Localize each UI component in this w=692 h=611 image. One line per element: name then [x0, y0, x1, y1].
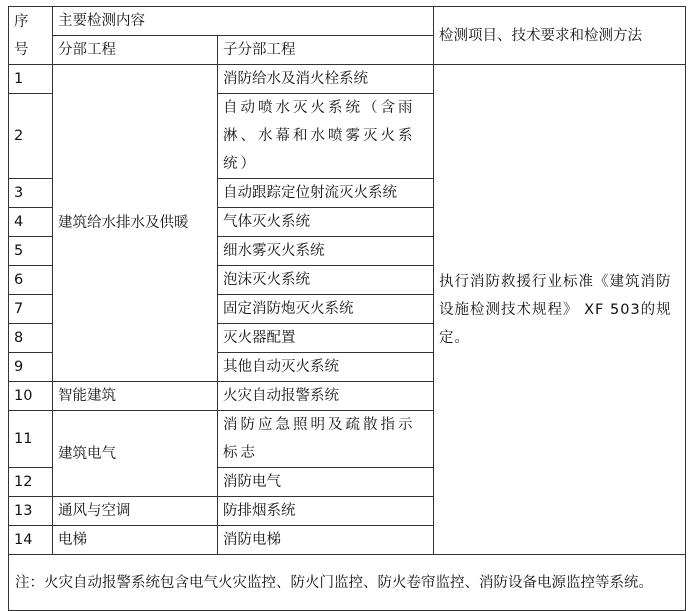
sub-item: 消防应急照明及疏散指示标志 [218, 411, 434, 468]
sub-item: 细水雾灭火系统 [218, 237, 434, 266]
row-number: 11 [9, 411, 53, 468]
table-row [9, 65, 686, 94]
row-number: 4 [9, 208, 53, 237]
note-row [9, 555, 686, 611]
sub-item: 消防电气 [218, 468, 434, 497]
row-number: 3 [9, 179, 53, 208]
row-number: 13 [9, 497, 53, 526]
row-number: 2 [9, 94, 53, 179]
row-number: 5 [9, 237, 53, 266]
sub-item: 气体灭火系统 [218, 208, 434, 237]
group-ventilation: 通风与空调 [53, 497, 218, 526]
row-number: 1 [9, 65, 53, 94]
sub-item: 其他自动灭火系统 [218, 353, 434, 382]
row-number: 9 [9, 353, 53, 382]
group-water: 建筑给水排水及供暖 [53, 65, 218, 382]
row-number: 10 [9, 382, 53, 411]
sub-item: 火灾自动报警系统 [218, 382, 434, 411]
row-number: 6 [9, 266, 53, 295]
row-number: 7 [9, 295, 53, 324]
index-header [9, 7, 53, 65]
sub-item: 固定消防炮灭火系统 [218, 295, 434, 324]
main-content-header: 主要检测内容 [53, 7, 434, 36]
sub-item: 灭火器配置 [218, 324, 434, 353]
index-header-bottom: 号 [14, 41, 29, 58]
sub-item: 消防给水及消火栓系统 [218, 65, 434, 94]
row-number: 14 [9, 526, 53, 555]
group-electrical: 建筑电气 [53, 411, 218, 497]
subdivision-header: 分部工程 [53, 36, 218, 65]
sub-subdivision-header: 子分部工程 [218, 36, 434, 65]
table-note: 注：火灾自动报警系统包含电气火灾监控、防火门监控、防火卷帘监控、消防设备电源监控等系统。 [9, 555, 686, 611]
sub-item: 泡沫灭火系统 [218, 266, 434, 295]
sub-item: 消防电梯 [218, 526, 434, 555]
group-intelligent: 智能建筑 [53, 382, 218, 411]
sub-item: 自动喷水灭火系统（含雨淋、水幕和水喷雾灭火系统） [218, 94, 434, 179]
header-row-top [9, 7, 686, 36]
row-number: 12 [9, 468, 53, 497]
row-number: 8 [9, 324, 53, 353]
methods-header: 检测项目、技术要求和检测方法 [434, 7, 686, 65]
index-header-top: 序 [14, 13, 29, 30]
standard-cell: 执行消防救援行业标准《建筑消防设施检测技术规程》 XF 503的规定。 [434, 65, 686, 555]
inspection-table [8, 6, 686, 611]
sub-item: 自动跟踪定位射流灭火系统 [218, 179, 434, 208]
sub-item: 防排烟系统 [218, 497, 434, 526]
group-elevator: 电梯 [53, 526, 218, 555]
